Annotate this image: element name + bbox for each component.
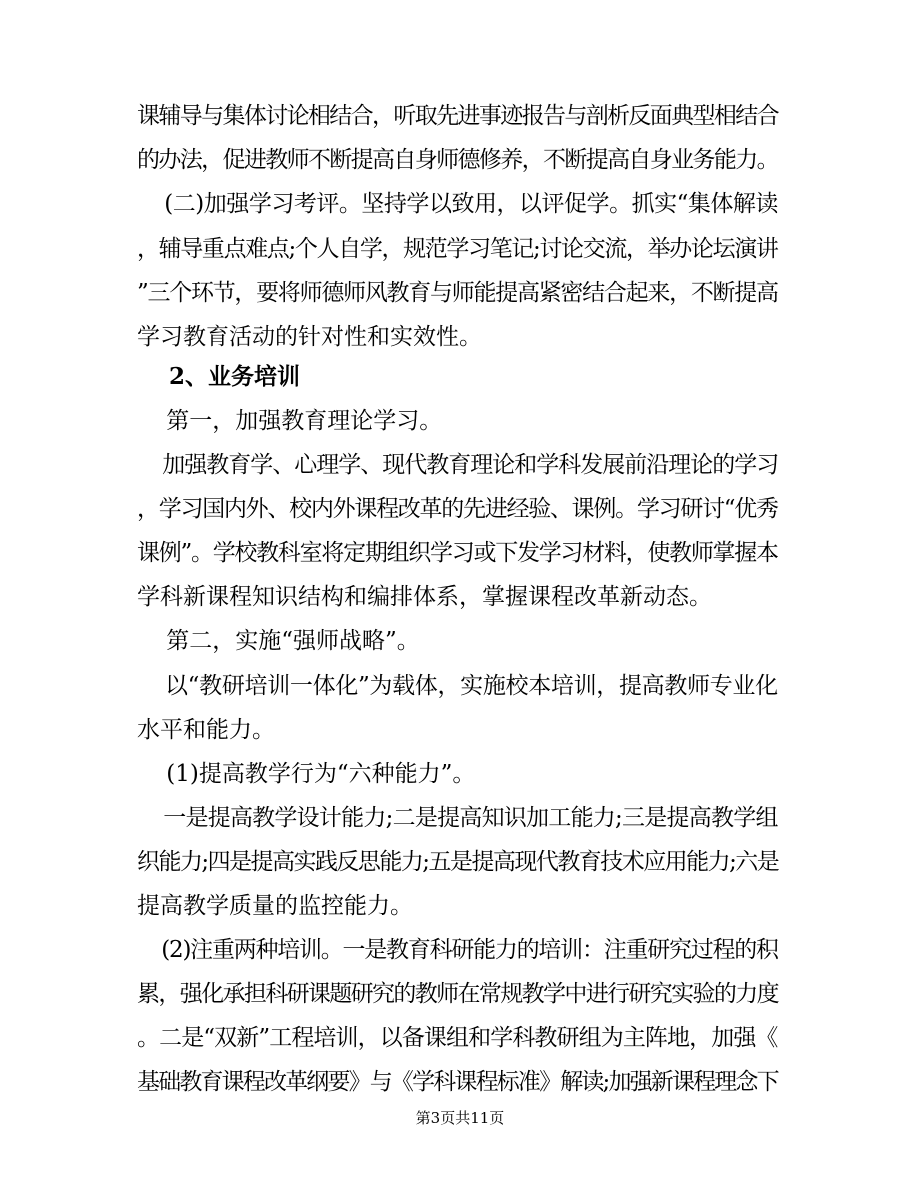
- page-footer: 第3页共11页: [415, 1109, 505, 1127]
- text-line: 织能力;四是提高实践反思能力;五是提高现代教育技术应用能力;六是: [137, 849, 779, 875]
- text-line: 课辅导与集体讨论相结合，听取先进事迹报告与剖析反面典型相结合: [137, 103, 779, 129]
- text-line: (1)提高教学行为“六种能力”。: [137, 761, 476, 787]
- text-line: ，学习国内外、校内外课程改革的先进经验、课例。学习研讨“优秀: [137, 496, 778, 522]
- text-line: 基础教育课程改革纲要》与《学科课程标准》解读;加强新课程理念下: [137, 1069, 778, 1095]
- text-line: 一是提高教学设计能力;二是提高知识加工能力;三是提高教学组: [137, 805, 778, 831]
- text-line: 课例”。学校教科室将定期组织学习或下发学习材料，使教师掌握本: [137, 540, 778, 566]
- text-line: ”三个环节，要将师德师风教育与师能提高紧密结合起来，不断提高: [137, 280, 778, 306]
- text-line: ，辅导重点难点;个人自学，规范学习笔记;讨论交流，举办论坛演讲: [137, 236, 778, 262]
- text-line: 以“教研培训一体化”为载体，实施校本培训，提高教师专业化: [137, 673, 778, 699]
- text-line: 第二，实施“强师战略”。: [137, 628, 420, 654]
- text-line: 。二是“双新”工程培训，以备课组和学科教研组为主阵地，加强《: [137, 1025, 778, 1051]
- text-line: 第一，加强教育理论学习。: [137, 408, 443, 434]
- text-line: 学科新课程知识结构和编排体系，掌握课程改革新动态。: [137, 584, 712, 610]
- section-heading: 2、业务培训: [137, 363, 301, 390]
- text-line: 的办法，促进教师不断提高自身师德修养，不断提高自身业务能力。: [137, 147, 779, 173]
- text-line: (二)加强学习考评。坚持学以致用，以评促学。抓实“集体解读: [137, 191, 778, 217]
- text-line: 提高教学质量的监控能力。: [137, 893, 413, 919]
- text-line: 学习教育活动的针对性和实效性。: [137, 324, 482, 350]
- text-line: 水平和能力。: [137, 717, 275, 743]
- text-line: 累，强化承担科研课题研究的教师在常规教学中进行研究实验的力度: [137, 981, 779, 1007]
- text-line: 加强教育学、心理学、现代教育理论和学科发展前沿理论的学习: [137, 452, 779, 478]
- text-line: (2)注重两种培训。一是教育科研能力的培训：注重研究过程的积: [137, 937, 778, 963]
